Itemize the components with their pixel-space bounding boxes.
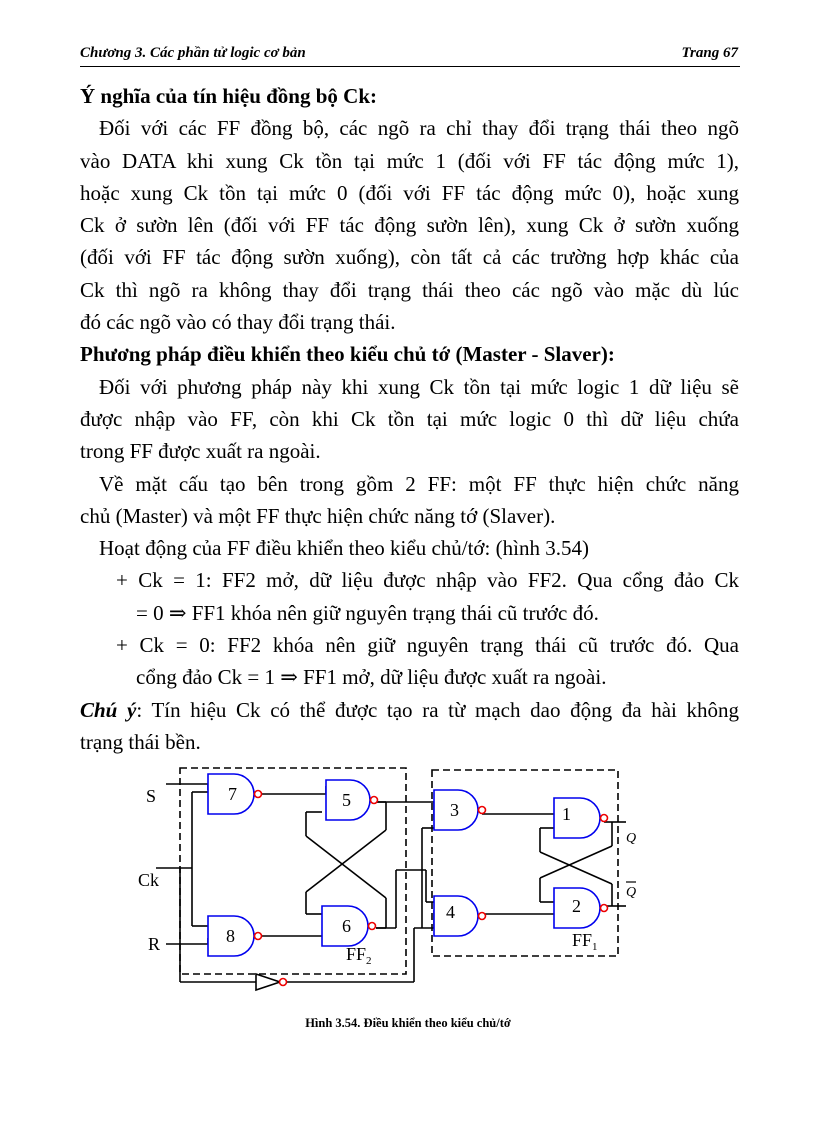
gate-8-label: 8 [226,926,235,946]
figure-caption: Hình 3.54. Điều khiển theo kiểu chủ/tớ [305,1016,511,1030]
bubble-icon [369,923,376,930]
bullet-line: cổng đảo Ck = 1 ⇒ FF1 mở, dữ liệu được xuất ra ngoài. [136,665,607,690]
paragraph-line: trong FF được xuất ra ngoài. [80,439,321,464]
gate-2-label: 2 [572,896,581,916]
paragraph-line: (đối với FF tác động sườn xuống), còn tất cả các trường hợp khác của [80,245,739,270]
master-slave-circuit-diagram [136,760,636,1000]
paragraph-line: Hoạt động của FF điều khiển theo kiểu chủ/tớ: (hình 3.54) [99,536,589,561]
input-r-label: R [148,934,161,954]
sync-heading: Ý nghĩa của tín hiệu đồng bộ Ck: [80,84,378,108]
paragraph-line: Đối với các FF đồng bộ, các ngõ ra chỉ thay đổi trạng thái theo ngõ [99,116,739,141]
gate-4-shape [434,896,478,936]
note-text: : Tín hiệu Ck có thể được tạo ra từ mạch dao động đa hài không [136,697,740,722]
paragraph-line: được nhập vào FF, còn khi Ck tồn tại mức logic 0 thì dữ liệu chứa [80,406,739,431]
gate-1-shape [554,798,600,838]
gate-5-label: 5 [342,790,351,810]
paragraph-line: hoặc xung Ck tồn tại mức 0 (đối với FF tác động mức 0), hoặc xung [80,180,739,205]
gate-7-label: 7 [228,784,237,804]
paragraph-line: vào DATA khi xung Ck tồn tại mức 1 (đối với FF tác động mức 1), [80,148,739,173]
q-output-label: Q [626,831,636,846]
paragraph-line: đó các ngõ vào có thay đổi trạng thái. [80,310,396,335]
paragraph-line: trạng thái bền. [80,729,201,754]
bullet-line: + Ck = 0: FF2 khóa nên giữ nguyên trạng thái cũ trước đó. Qua [116,633,739,658]
paragraph-line: Ck thì ngõ ra không thay đổi trạng thái theo các ngõ vào mặc dù lúc [80,277,739,302]
bubble-icon [479,807,486,814]
inverter-shape [256,974,280,990]
bubble-icon [601,815,608,822]
bubble-icon [280,979,287,986]
bubble-icon [371,797,378,804]
page-content [80,80,739,758]
qbar-output-label: Q [626,885,636,900]
gate-6-label: 6 [342,916,351,936]
ff1-label: $FF_1$ [572,930,598,953]
bubble-icon [479,913,486,920]
paragraph-line: Đối với phương pháp này khi xung Ck tồn tại mức logic 1 dữ liệu sẽ [99,374,739,399]
page-number: Trang 67 [681,45,738,61]
gate-4-label: 4 [446,902,455,922]
ff2-label: $FF_2$ [346,944,372,967]
paragraph-line: chủ (Master) và một FF thực hiện chức năng tớ (Slaver). [80,503,556,528]
input-s-label: S [146,786,157,806]
note-label: Chú ý [80,697,137,722]
master-slave-heading: Phương pháp điều khiển theo kiểu chủ tớ (Master - Slaver): [80,342,615,367]
bullet-line: = 0 ⇒ FF1 khóa nên giữ nguyên trạng thái cũ trước đó. [136,600,599,625]
bullet-line: + Ck = 1: FF2 mở, dữ liệu được nhập vào FF2. Qua cổng đảo Ck [116,568,739,593]
paragraph-line: Ck ở sườn lên (đối với FF tác động sườn lên), xung Ck ở sườn xuống [80,213,739,238]
note-line [80,694,739,726]
bubble-icon [255,791,262,798]
gate-3-label: 3 [450,800,459,820]
chapter-title: Chương 3. Các phần tử logic cơ bản [80,45,306,61]
input-ck-label: Ck [138,870,160,890]
bubble-icon [601,905,608,912]
paragraph-line: Về mặt cấu tạo bên trong gồm 2 FF: một FF thực hiện chức năng [99,471,739,496]
page-header [80,42,740,67]
bubble-icon [255,933,262,940]
gate-1-label: 1 [562,804,571,824]
